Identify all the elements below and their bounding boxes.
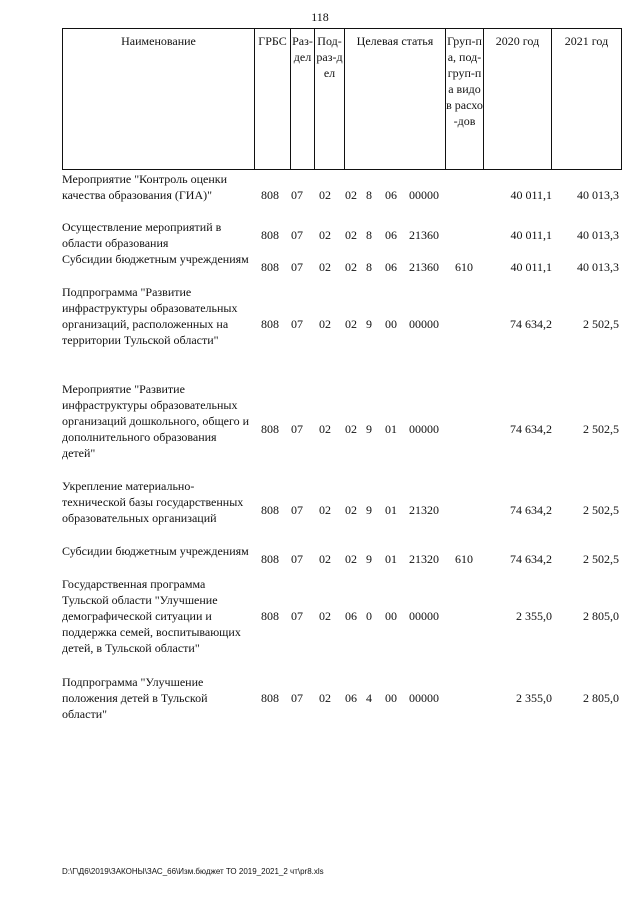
cell-target-direction: 21360 [409, 228, 439, 242]
file-path: D:\Г\Д6\2019\ЗАКОНЫ\ЗАС_66\Изм.бюджет ТО 2019_2021_2 чт\pr8.xls [62, 867, 324, 876]
cell-target-event: 00 [385, 691, 397, 705]
cell-podrazdel: 02 [319, 260, 331, 274]
cell-name: Укрепление материально-технической базы государственных образовательных организаций [62, 479, 244, 525]
cell-name: Подпрограмма "Развитие инфраструктуры образовательных организаций, расположенных на территории Тульской области" [62, 285, 238, 347]
header-name: Наименование [63, 28, 255, 170]
cell-2020: 2 355,0 [516, 691, 552, 705]
cell-target-program: 02 [345, 260, 357, 274]
cell-podrazdel: 02 [319, 552, 331, 566]
page-number: 118 [311, 10, 329, 24]
cell-name: Мероприятие "Развитие инфраструктуры образовательных организаций дошкольного, общего и дополнительного образования детей" [62, 382, 250, 460]
cell-target-subprogram: 0 [366, 609, 372, 623]
cell-grbs: 808 [261, 552, 279, 566]
cell-target-subprogram: 8 [366, 260, 372, 274]
cell-target-program: 02 [345, 228, 357, 242]
table-header [62, 28, 622, 170]
cell-2021: 2 502,5 [583, 422, 619, 436]
cell-razdel: 07 [291, 691, 303, 705]
cell-target-program: 02 [345, 422, 357, 436]
cell-grbs: 808 [261, 503, 279, 517]
cell-razdel: 07 [291, 260, 303, 274]
cell-2020: 74 634,2 [510, 422, 552, 436]
cell-target-direction: 21320 [409, 503, 439, 517]
cell-2020: 74 634,2 [510, 317, 552, 331]
cell-2020: 74 634,2 [510, 503, 552, 517]
cell-razdel: 07 [291, 552, 303, 566]
cell-podrazdel: 02 [319, 503, 331, 517]
header-group: Груп-па, под-груп-па видов расхо-дов [446, 28, 484, 170]
header-2020: 2020 год [484, 28, 552, 170]
cell-podrazdel: 02 [319, 188, 331, 202]
cell-target-subprogram: 8 [366, 188, 372, 202]
cell-2021: 2 502,5 [583, 552, 619, 566]
cell-2021: 40 013,3 [577, 228, 619, 242]
cell-razdel: 07 [291, 503, 303, 517]
cell-razdel: 07 [291, 228, 303, 242]
cell-target-subprogram: 9 [366, 317, 372, 331]
cell-target-subprogram: 4 [366, 691, 372, 705]
cell-grbs: 808 [261, 317, 279, 331]
cell-target-event: 01 [385, 552, 397, 566]
cell-target-direction: 21320 [409, 552, 439, 566]
cell-target-direction: 00000 [409, 609, 439, 623]
cell-target-program: 02 [345, 552, 357, 566]
cell-2020: 2 355,0 [516, 609, 552, 623]
cell-target-direction: 00000 [409, 691, 439, 705]
cell-target-program: 06 [345, 691, 357, 705]
cell-target-direction: 00000 [409, 317, 439, 331]
cell-razdel: 07 [291, 609, 303, 623]
cell-target-direction: 00000 [409, 422, 439, 436]
cell-2020: 40 011,1 [510, 228, 552, 242]
header-podrazdel: Под-раз-дел [315, 28, 345, 170]
cell-2021: 2 502,5 [583, 503, 619, 517]
cell-target-event: 00 [385, 609, 397, 623]
cell-target-direction: 21360 [409, 260, 439, 274]
cell-target-event: 00 [385, 317, 397, 331]
cell-2020: 40 011,1 [510, 260, 552, 274]
cell-target-program: 02 [345, 317, 357, 331]
cell-podrazdel: 02 [319, 609, 331, 623]
cell-target-event: 06 [385, 188, 397, 202]
cell-target-event: 01 [385, 503, 397, 517]
cell-name: Субсидии бюджетным учреждениям [62, 252, 249, 266]
cell-group: 610 [455, 260, 473, 274]
header-2021: 2021 год [552, 28, 622, 170]
cell-name: Подпрограмма "Улучшение положения детей в Тульской области" [62, 675, 208, 721]
cell-grbs: 808 [261, 609, 279, 623]
cell-2021: 40 013,3 [577, 188, 619, 202]
header-target: Целевая статья [345, 28, 446, 170]
cell-2020: 74 634,2 [510, 552, 552, 566]
cell-target-subprogram: 9 [366, 422, 372, 436]
cell-podrazdel: 02 [319, 422, 331, 436]
cell-2020: 40 011,1 [510, 188, 552, 202]
cell-podrazdel: 02 [319, 228, 331, 242]
cell-razdel: 07 [291, 422, 303, 436]
cell-2021: 40 013,3 [577, 260, 619, 274]
cell-podrazdel: 02 [319, 317, 331, 331]
cell-2021: 2 805,0 [583, 691, 619, 705]
cell-grbs: 808 [261, 228, 279, 242]
cell-2021: 2 805,0 [583, 609, 619, 623]
cell-target-subprogram: 8 [366, 228, 372, 242]
cell-razdel: 07 [291, 317, 303, 331]
cell-target-subprogram: 9 [366, 552, 372, 566]
cell-target-direction: 00000 [409, 188, 439, 202]
cell-2021: 2 502,5 [583, 317, 619, 331]
cell-podrazdel: 02 [319, 691, 331, 705]
cell-name: Государственная программа Тульской области "Улучшение демографической ситуации и поддержка семей, воспитывающих детей, в Тульской области" [62, 577, 241, 655]
cell-target-program: 06 [345, 609, 357, 623]
cell-grbs: 808 [261, 422, 279, 436]
cell-grbs: 808 [261, 691, 279, 705]
cell-grbs: 808 [261, 188, 279, 202]
header-razdel: Раз-дел [291, 28, 315, 170]
cell-name: Осуществление мероприятий в области образования [62, 220, 222, 250]
cell-target-program: 02 [345, 503, 357, 517]
cell-target-event: 06 [385, 228, 397, 242]
cell-grbs: 808 [261, 260, 279, 274]
cell-group: 610 [455, 552, 473, 566]
header-grbs: ГРБС [255, 28, 291, 170]
cell-target-event: 01 [385, 422, 397, 436]
cell-target-subprogram: 9 [366, 503, 372, 517]
cell-name: Мероприятие "Контроль оценки качества образования (ГИА)" [62, 172, 228, 202]
cell-target-program: 02 [345, 188, 357, 202]
cell-target-event: 06 [385, 260, 397, 274]
cell-name: Субсидии бюджетным учреждениям [62, 544, 249, 558]
cell-razdel: 07 [291, 188, 303, 202]
